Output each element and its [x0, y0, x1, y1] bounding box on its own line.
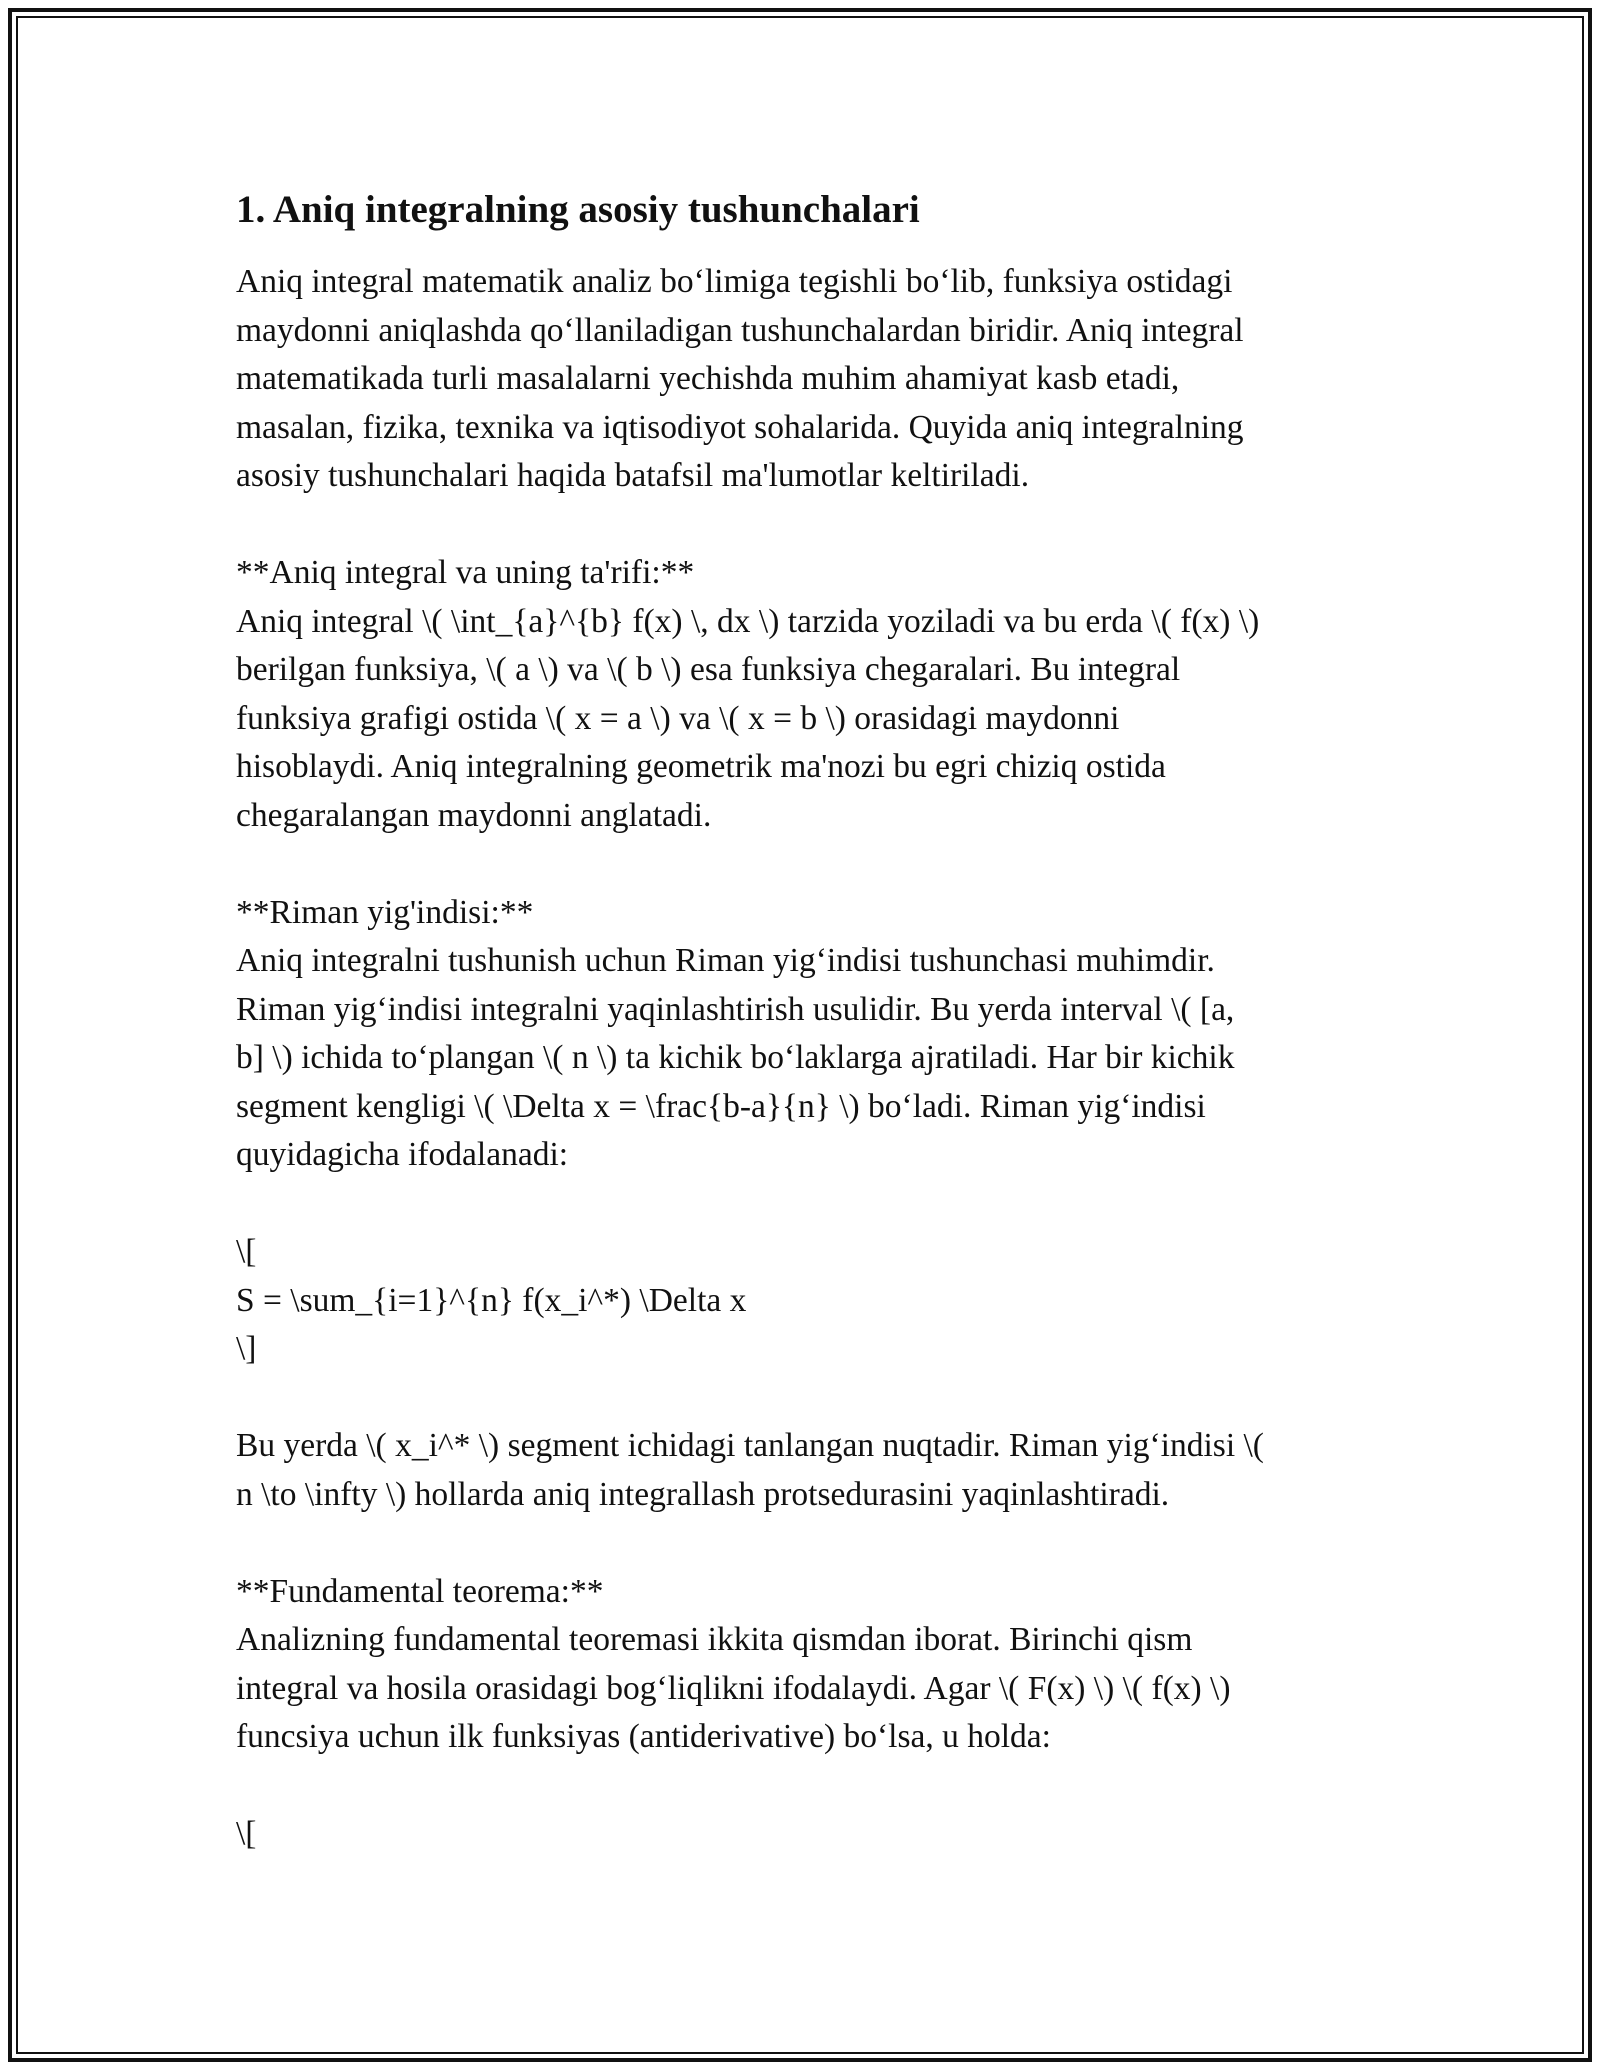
intro-paragraph	[236, 258, 1376, 501]
text-line: Analizning fundamental teoremasi ikkita qismdan iborat. Birinchi qism	[236, 1621, 1193, 1658]
text-line: maydonni aniqlashda qo‘llaniladigan tushunchalardan biridir. Aniq integral	[236, 311, 1244, 349]
text-line: asosiy tushunchalari haqida batafsil ma'lumotlar keltiriladi.	[236, 457, 1030, 494]
paragraph-gap	[236, 1180, 1376, 1229]
text-line: chegaralangan maydonni anglatadi.	[236, 796, 712, 834]
trailing-formula	[236, 1810, 1376, 1859]
document-body	[236, 186, 1376, 1859]
text-line: Riman yig‘indisi integralni yaqinlashtirish usulidir. Bu yerda interval \( [a,	[236, 990, 1235, 1028]
text-line: integral va hosila orasidagi bog‘liqlikni ifodalaydi. Agar \( F(x) \) \( f(x) \)	[236, 1669, 1231, 1707]
definition-paragraph	[236, 549, 1376, 840]
paragraph-gap	[236, 1519, 1376, 1568]
riemann-explanation	[236, 1422, 1376, 1519]
text-line: quyidagicha ifodalanadi:	[236, 1136, 569, 1173]
text-line: matematikada turli masalalarni yechishda muhim ahamiyat kasb etadi,	[236, 360, 1180, 397]
formula-line: \[	[236, 1815, 257, 1852]
text-line: hisoblaydi. Aniq integralning geometrik ma'nozi bu egri chiziq ostida	[236, 748, 1166, 785]
paragraph-gap	[236, 501, 1376, 550]
section-heading: 1. Aniq integralning asosiy tushunchalari	[236, 188, 920, 231]
formula-line: \[	[236, 1233, 257, 1270]
text-line: Bu yerda \( x_i^* \) segment ichidagi tanlangan nuqtadir. Riman yig‘indisi \(	[236, 1427, 1264, 1464]
subheading-line: **Riman yig'indisi:**	[236, 893, 534, 931]
paragraph-gap	[236, 1374, 1376, 1423]
text-line: b] \) ichida to‘plangan \( n \) ta kichik bo‘laklarga ajratiladi. Har bir kichik	[236, 1039, 1235, 1076]
subheading-line: **Aniq integral va uning ta'rifi:**	[236, 554, 695, 591]
text-line: segment kengligi \( \Delta x = \frac{b-a}{n} \) bo‘ladi. Riman yig‘indisi	[236, 1087, 1206, 1125]
text-line: Aniq integralni tushunish uchun Riman yig‘indisi tushunchasi muhimdir.	[236, 942, 1215, 979]
paragraph-gap	[236, 840, 1376, 889]
text-line: masalan, fizika, texnika va iqtisodiyot sohalarida. Quyida aniq integralning	[236, 408, 1244, 446]
text-line: berilgan funksiya, \( a \) va \( b \) esa funksiya chegaralari. Bu integral	[236, 651, 1181, 688]
text-line: n \to \infty \) hollarda aniq integrallash protsedurasini yaqinlashtiradi.	[236, 1475, 1170, 1513]
paragraph-gap	[236, 1762, 1376, 1811]
riemann-paragraph	[236, 889, 1376, 1180]
formula-line: \]	[236, 1330, 257, 1367]
formula-line: S = \sum_{i=1}^{n} f(x_i^*) \Delta x	[236, 1281, 747, 1319]
text-line: Aniq integral matematik analiz bo‘limiga tegishli bo‘lib, funksiya ostidagi	[236, 263, 1233, 300]
riemann-formula	[236, 1228, 1376, 1374]
text-line: funksiya grafigi ostida \( x = a \) va \( x = b \) orasidagi maydonni	[236, 699, 1120, 737]
fundamental-theorem-paragraph	[236, 1568, 1376, 1762]
text-line: funcsiya uchun ilk funksiyas (antiderivative) bo‘lsa, u holda:	[236, 1718, 1051, 1755]
subheading-line: **Fundamental teorema:**	[236, 1572, 604, 1610]
text-line: Aniq integral \( \int_{a}^{b} f(x) \, dx \) tarzida yoziladi va bu erda \( f(x) \)	[236, 602, 1260, 640]
